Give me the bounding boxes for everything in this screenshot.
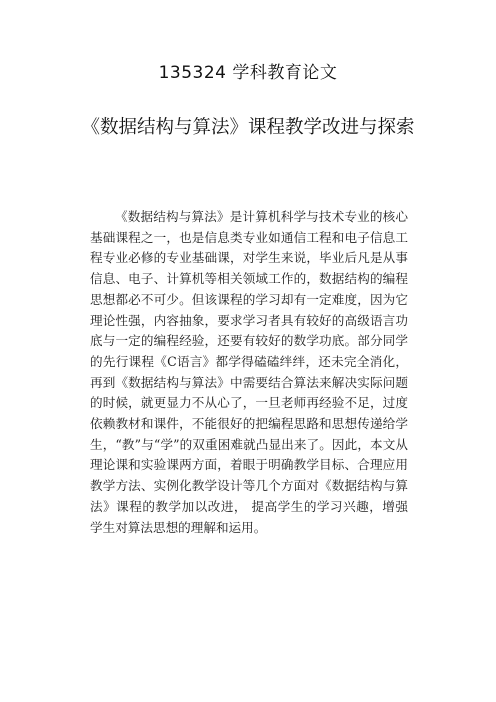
body-paragraph: 《数据结构与算法》是计算机科学与技术专业的核心基础课程之一，也是信息类专业如通信工程和电子信息工程专业必修的专业基础课，对学生来说，毕业后凡是从事信息、电子、计算机等相关领域工作的，数据结构的编程思想都必不可少。但该课程的学习却有一定难度，因为它理论性强，内容抽象，要求学习者具有较好的高级语言功底与一定的编程经验，还要有较好的数学功底。部分同学的先行课程《C语言》都学得磕磕绊绊，还未完全消化，再到《数据结构与算法》中需要结合算法来解决实际问题的时候，就更显力不从心了，一旦老师再经验不足，过度依赖教材和课件，不能很好的把编程思路和思想传递给学生，“教”与“学”的双重困难就凸显出来了。因此，本文从理论课和实验课两方面，着眼于明确教学目标、合理应用教学方法、实例化教学设计等几个方面对《数据结构与算法》课程的教学加以改进， 提高学生的学习兴趣，增强学生对算法思想的理解和运用。 [90, 209, 408, 535]
document-header: 135324 学科教育论文 [158, 63, 338, 83]
document-title: 《数据结构与算法》课程教学改进与探索 [81, 117, 415, 138]
